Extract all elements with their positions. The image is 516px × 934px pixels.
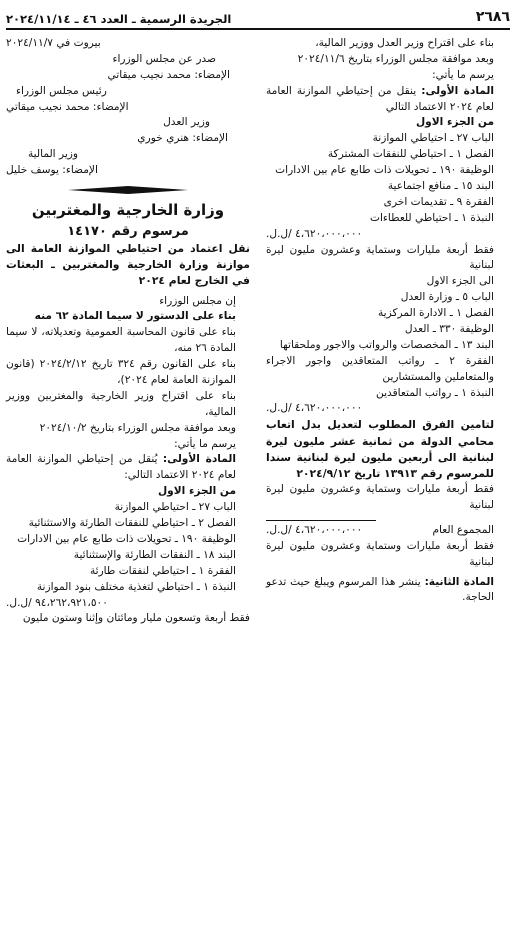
article-text: يُنقل من إحتياطي الموازنة العامة لعام ٢٠٢٤ الاعتماد التالي: bbox=[6, 453, 236, 482]
section-divider-ornament bbox=[6, 185, 250, 195]
gazette-title: الجريدة الرسمية ـ العدد ٤٦ ـ ٢٠٢٤/١١/١٤ bbox=[6, 11, 232, 26]
budget-line: النبذة ١ ـ احتياطي لتغذية مختلف بنود الموازنة bbox=[36, 580, 236, 593]
budget-line: الوظيفة ١٩٠ ـ تحويلات ذات طابع عام بين الادارات bbox=[275, 164, 494, 177]
total-amount: ٤،٦٢٠،٠٠٠،٠٠٠ /ل.ل. bbox=[266, 523, 363, 536]
budget-line: الفقرة ١ ـ احتياطي لنفقات طارئة bbox=[89, 564, 236, 577]
divider-ornament-icon bbox=[68, 185, 188, 195]
issued-by: صدر عن مجلس الوزراء bbox=[112, 52, 216, 65]
paragraph: يرسم ما يأتي: bbox=[432, 68, 494, 81]
signature: الإمضاء: محمد نجيب ميقاتي bbox=[6, 100, 129, 113]
signatory-role: وزير المالية bbox=[28, 148, 79, 161]
budget-line: النبذة ١ ـ رواتب المتعاقدين bbox=[376, 386, 494, 399]
paragraph: وبعد موافقة مجلس الوزراء بتاريخ ٢٠٢٤/١١/٦ bbox=[297, 52, 494, 65]
budget-line: النبذة ١ ـ احتياطي للعطاءات bbox=[370, 211, 494, 224]
paragraph: بناء على الدستور لا سيما المادة ٦٢ منه bbox=[34, 310, 236, 323]
paragraph: بناء على اقتراح وزير العدل ووزير المالية، bbox=[315, 37, 494, 49]
budget-line: الفصل ١ ـ الادارة المركزية bbox=[378, 307, 494, 320]
signature: الإمضاء: يوسف خليل bbox=[6, 164, 98, 177]
budget-line: الوظيفة ٣٣٠ ـ العدل bbox=[404, 323, 494, 336]
amount-row bbox=[266, 227, 508, 243]
article-text: ينقل من إحتياطي الموازنة العامة لعام ٢٠٢٤ الاعتماد التالي bbox=[266, 84, 494, 113]
article-two bbox=[266, 575, 508, 607]
article-label: المادة الأولى: bbox=[421, 84, 495, 97]
budget-line: الفقرة ٢ ـ رواتب المتعاقدين واجور الاجراء والمتعاملين والمستشارين bbox=[266, 354, 495, 383]
amount: ٤،٦٢٠،٠٠٠،٠٠٠ /ل.ل. bbox=[266, 402, 363, 415]
total-row bbox=[266, 523, 508, 539]
article-label: المادة الثانية: bbox=[424, 575, 494, 588]
decree-number: مرسوم رقم ١٤١٧٠ bbox=[67, 223, 189, 239]
amount-in-words: فقط أربعة وتسعون مليار ومائتان وإثنا وستون مليون bbox=[22, 612, 250, 625]
part-heading: الى الجزء الاول bbox=[426, 275, 494, 288]
place-date: بيروت في ٢٠٢٤/١١/٧ bbox=[6, 37, 101, 49]
signature: الإمضاء: محمد نجيب ميقاتي bbox=[107, 68, 230, 81]
amount-row bbox=[6, 596, 250, 612]
ministry-title: وزارة الخارجية والمغتربين bbox=[31, 201, 225, 220]
budget-line: الباب ٢٧ ـ احتياطي الموازنة bbox=[114, 501, 236, 514]
paragraph: بناء على اقتراح وزير الخارجية والمغتربين ووزير المالية، bbox=[6, 389, 236, 418]
article-label: المادة الأولى: bbox=[162, 453, 236, 466]
total-label: المجموع العام bbox=[432, 523, 494, 536]
budget-line: الفصل ٢ ـ احتياطي للنفقات الطارئة والاستثنائية bbox=[28, 517, 236, 530]
amount-in-words: فقط أربعة مليارات وستماية وعشرون مليون ليرة لبنانية bbox=[266, 539, 494, 568]
amount: ٩٤،٢٦٢،٩٢١،٥٠٠ /ل.ل. bbox=[6, 596, 108, 609]
signatory-role: وزير العدل bbox=[163, 116, 210, 129]
page-number: ٢٦٨٦ bbox=[475, 9, 510, 25]
signatory-role: رئيس مجلس الوزراء bbox=[16, 84, 107, 97]
part-heading: من الجزء الاول bbox=[157, 485, 236, 498]
amount: ٤،٦٢٠،٠٠٠،٠٠٠ /ل.ل. bbox=[266, 227, 363, 240]
budget-line: الفقرة ٩ ـ تقديمات اخرى bbox=[383, 195, 494, 208]
budget-line: الفصل ١ ـ احتياطي للنفقات المشتركة bbox=[327, 148, 494, 161]
budget-line: الباب ٢٧ ـ احتياطي الموازنة bbox=[372, 132, 494, 145]
paragraph: وبعد موافقة مجلس الوزراء بتاريخ ٢٠٢٤/١٠/٢ bbox=[39, 421, 236, 434]
total-divider bbox=[266, 520, 376, 521]
budget-line: الوظيفة ١٩٠ ـ تحويلات ذات طابع عام بين الادارات bbox=[17, 532, 236, 545]
article-one bbox=[6, 452, 250, 484]
paragraph: بناء على القانون رقم ٣٢٤ تاريخ ٢٠٢٤/٢/١٢ (قانون الموازنة العامة لعام ٢٠٢٤)، bbox=[6, 358, 236, 387]
signature: الإمضاء: هنري خوري bbox=[137, 132, 228, 145]
paragraph: بناء على قانون المحاسبة العمومية وتعديلاته، لا سيما المادة ٢٦ منه، bbox=[6, 326, 236, 355]
budget-line: الباب ٥ ـ وزارة العدل bbox=[400, 291, 494, 304]
article-one bbox=[266, 84, 508, 116]
paragraph: يرسم ما يأتي: bbox=[174, 437, 236, 450]
budget-line: البند ١٨ ـ النفقات الطارئة والإستثنائية bbox=[73, 548, 236, 561]
paragraph: إن مجلس الوزراء bbox=[159, 294, 236, 307]
amount-in-words: فقط أربعة مليارات وستماية وعشرون مليون ليرة لبنانية bbox=[266, 243, 494, 272]
part-heading: من الجزء الاول bbox=[415, 116, 494, 129]
budget-line: البند ١٣ ـ المخصصات والرواتب والاجور وملحقاتها bbox=[279, 338, 494, 351]
budget-line: البند ١٥ ـ منافع اجتماعية bbox=[387, 180, 494, 193]
left-column bbox=[6, 36, 250, 934]
purpose-statement: لتامين الفرق المطلوب لتعديل بدل اتعاب محامي الدولة من ثمانية عشر مليون ليرة لبنانية الى أربعين مليون ليرة لبنانية سندا للمرسوم رقم ١٣٩١٣ تاريخ ٢٠٢٤/٩/١٢ bbox=[266, 418, 494, 480]
amount-in-words: فقط أربعة مليارات وستماية وعشرون مليون ليرة لبنانية bbox=[266, 483, 494, 512]
amount-row bbox=[266, 401, 508, 417]
decree-subject: نقل اعتماد من احتياطي الموازنة العامة الى موازنة وزارة الخارجية والمغتربين ـ البعثات في الخارج لعام ٢٠٢٤ bbox=[6, 242, 250, 288]
page-header bbox=[6, 2, 510, 30]
right-column bbox=[266, 36, 508, 934]
article-text: ينشر هذا المرسوم ويبلغ حيث تدعو الحاجة. bbox=[266, 575, 494, 604]
